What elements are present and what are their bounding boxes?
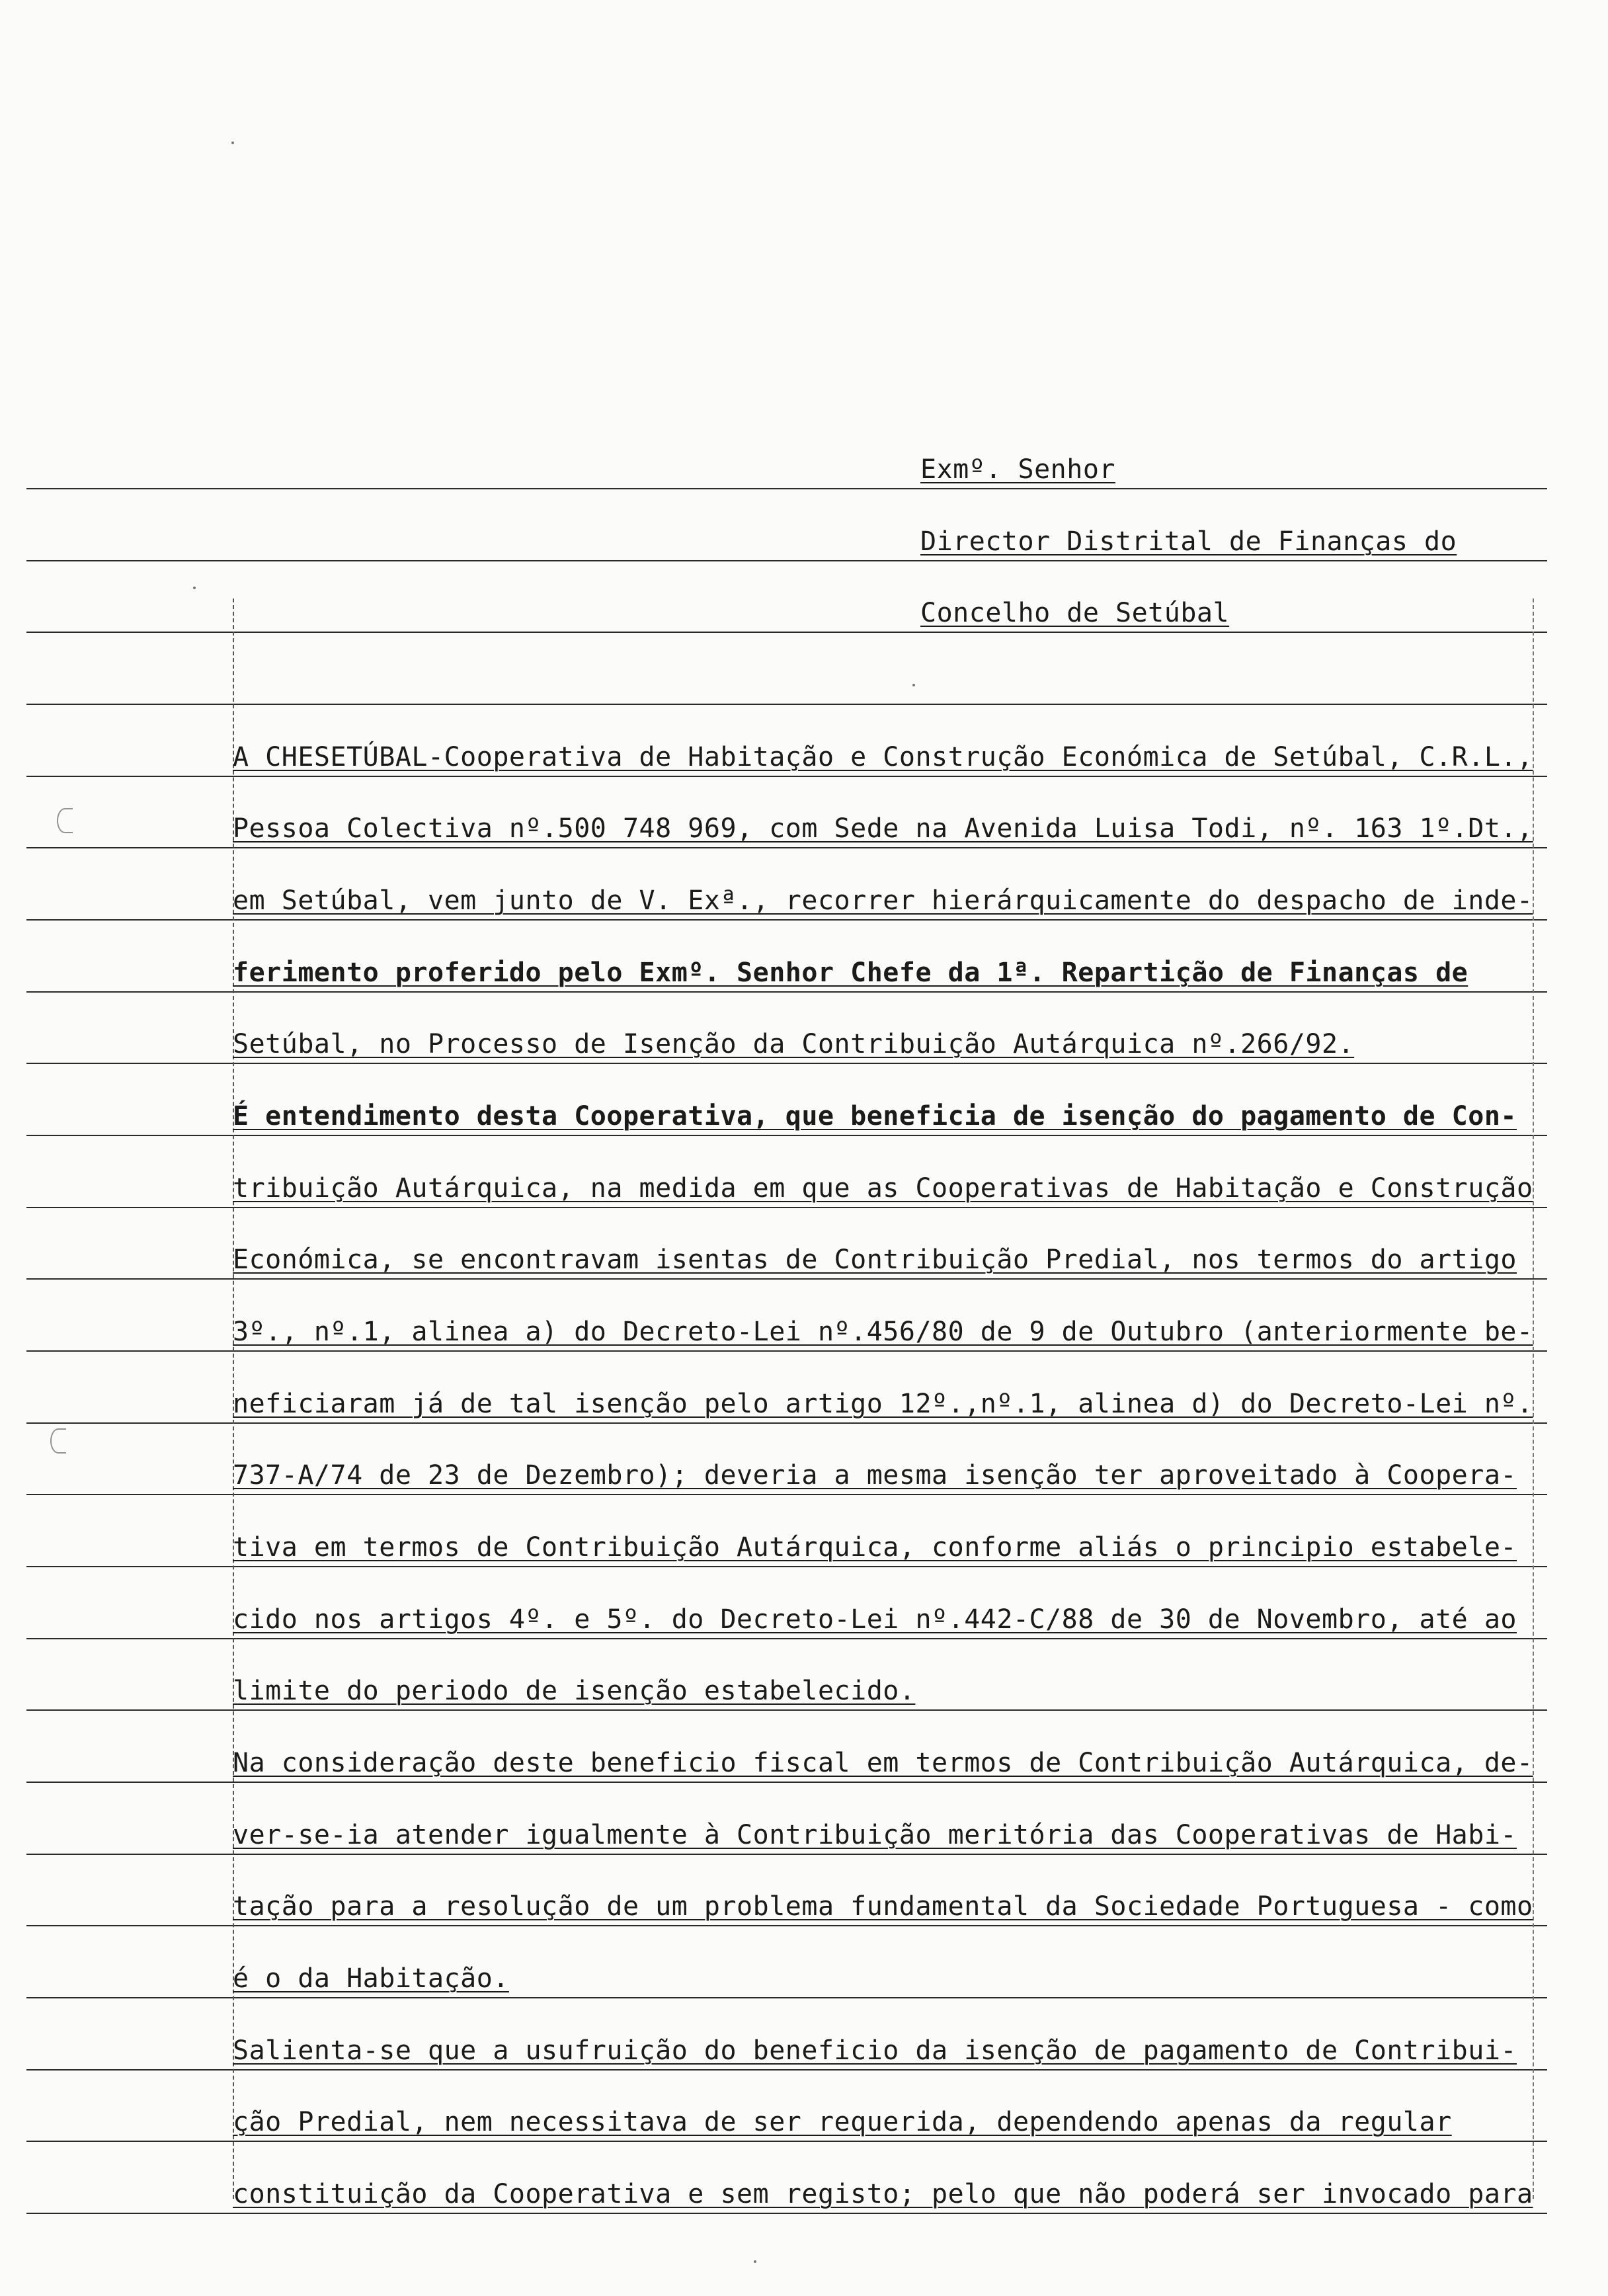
body-line: tiva em termos de Contribuição Autárquica, conforme aliás o principio estabele- — [233, 1532, 1517, 1563]
ruled-line — [26, 704, 1547, 705]
punch-mark — [50, 1428, 66, 1454]
body-line: constituição da Cooperativa e sem registo; pelo que não poderá ser invocado para — [233, 2179, 1533, 2209]
punch-mark — [57, 808, 73, 833]
speck — [231, 142, 234, 144]
body-line: Setúbal, no Processo de Isenção da Contribuição Autárquica nº.266/92. — [233, 1029, 1355, 1059]
speck — [193, 587, 196, 589]
ruled-line — [26, 991, 1547, 993]
ruled-line — [26, 1135, 1547, 1136]
body-line: 737-A/74 de 23 de Dezembro); deveria a mesma isenção ter aproveitado à Coopera- — [233, 1460, 1517, 1491]
ruled-line — [26, 1997, 1547, 1998]
body-line: neficiaram já de tal isenção pelo artigo 12º.,nº.1, alinea d) do Decreto-Lei nº. — [233, 1389, 1533, 1419]
ruled-line — [26, 1494, 1547, 1495]
body-line: tação para a resolução de um problema fundamental da Sociedade Portuguesa - como — [233, 1891, 1533, 1922]
ruled-line — [26, 847, 1547, 848]
ruled-line — [26, 2069, 1547, 2070]
body-line: limite do periodo de isenção estabelecido. — [233, 1676, 916, 1706]
ruled-line — [26, 1925, 1547, 1926]
salutation: Exmº. Senhor — [920, 454, 1115, 485]
ruled-line — [26, 1278, 1547, 1280]
speck — [912, 684, 915, 686]
ruled-line — [26, 1782, 1547, 1783]
ruled-line — [26, 2213, 1547, 2214]
ruled-line — [26, 919, 1547, 921]
recipient-location: Concelho de Setúbal — [920, 598, 1230, 628]
ruled-line — [26, 1854, 1547, 1855]
ruled-line — [26, 560, 1547, 561]
ruled-line — [26, 632, 1547, 633]
body-line: tribuição Autárquica, na medida em que as Cooperativas de Habitação e Construção — [233, 1173, 1533, 1204]
ruled-line — [26, 1063, 1547, 1064]
body-line: Económica, se encontravam isentas de Contribuição Predial, nos termos do artigo — [233, 1245, 1517, 1275]
body-line: Na consideração deste beneficio fiscal em termos de Contribuição Autárquica, de- — [233, 1748, 1533, 1778]
body-line: ver-se-ia atender igualmente à Contribuição meritória das Cooperativas de Habi- — [233, 1820, 1517, 1850]
ruled-line — [26, 776, 1547, 777]
body-line: ferimento proferido pelo Exmº. Senhor Chefe da 1ª. Repartição de Finanças de — [233, 958, 1468, 988]
body-line: 3º., nº.1, alinea a) do Decreto-Lei nº.456/80 de 9 de Outubro (anteriormente be- — [233, 1317, 1533, 1347]
ruled-line — [26, 1709, 1547, 1711]
ruled-line — [26, 1422, 1547, 1424]
body-line: em Setúbal, vem junto de V. Exª., recorrer hierárquicamente do despacho de inde- — [233, 885, 1533, 916]
ruled-line — [26, 1207, 1547, 1208]
speck — [754, 2260, 756, 2263]
body-line: Pessoa Colectiva nº.500 748 969, com Sede na Avenida Luisa Todi, nº. 163 1º.Dt., — [233, 813, 1533, 844]
body-line: Salienta-se que a usufruição do beneficio da isenção de pagamento de Contribui- — [233, 2035, 1517, 2066]
body-line: cido nos artigos 4º. e 5º. do Decreto-Lei nº.442-C/88 de 30 de Novembro, até ao — [233, 1604, 1517, 1635]
ruled-line — [26, 1350, 1547, 1352]
body-line: é o da Habitação. — [233, 1963, 509, 1994]
ruled-line — [26, 1638, 1547, 1639]
ruled-line — [26, 1566, 1547, 1567]
ruled-line — [26, 2141, 1547, 2142]
body-line: A CHESETÚBAL-Cooperativa de Habitação e Construção Económica de Setúbal, C.R.L., — [233, 742, 1533, 772]
ruled-line — [26, 488, 1547, 489]
body-line: ção Predial, nem necessitava de ser requerida, dependendo apenas da regular — [233, 2107, 1452, 2137]
body-line: É entendimento desta Cooperativa, que beneficia de isenção do pagamento de Con- — [233, 1101, 1517, 1131]
recipient: Director Distrital de Finanças do — [920, 526, 1457, 557]
